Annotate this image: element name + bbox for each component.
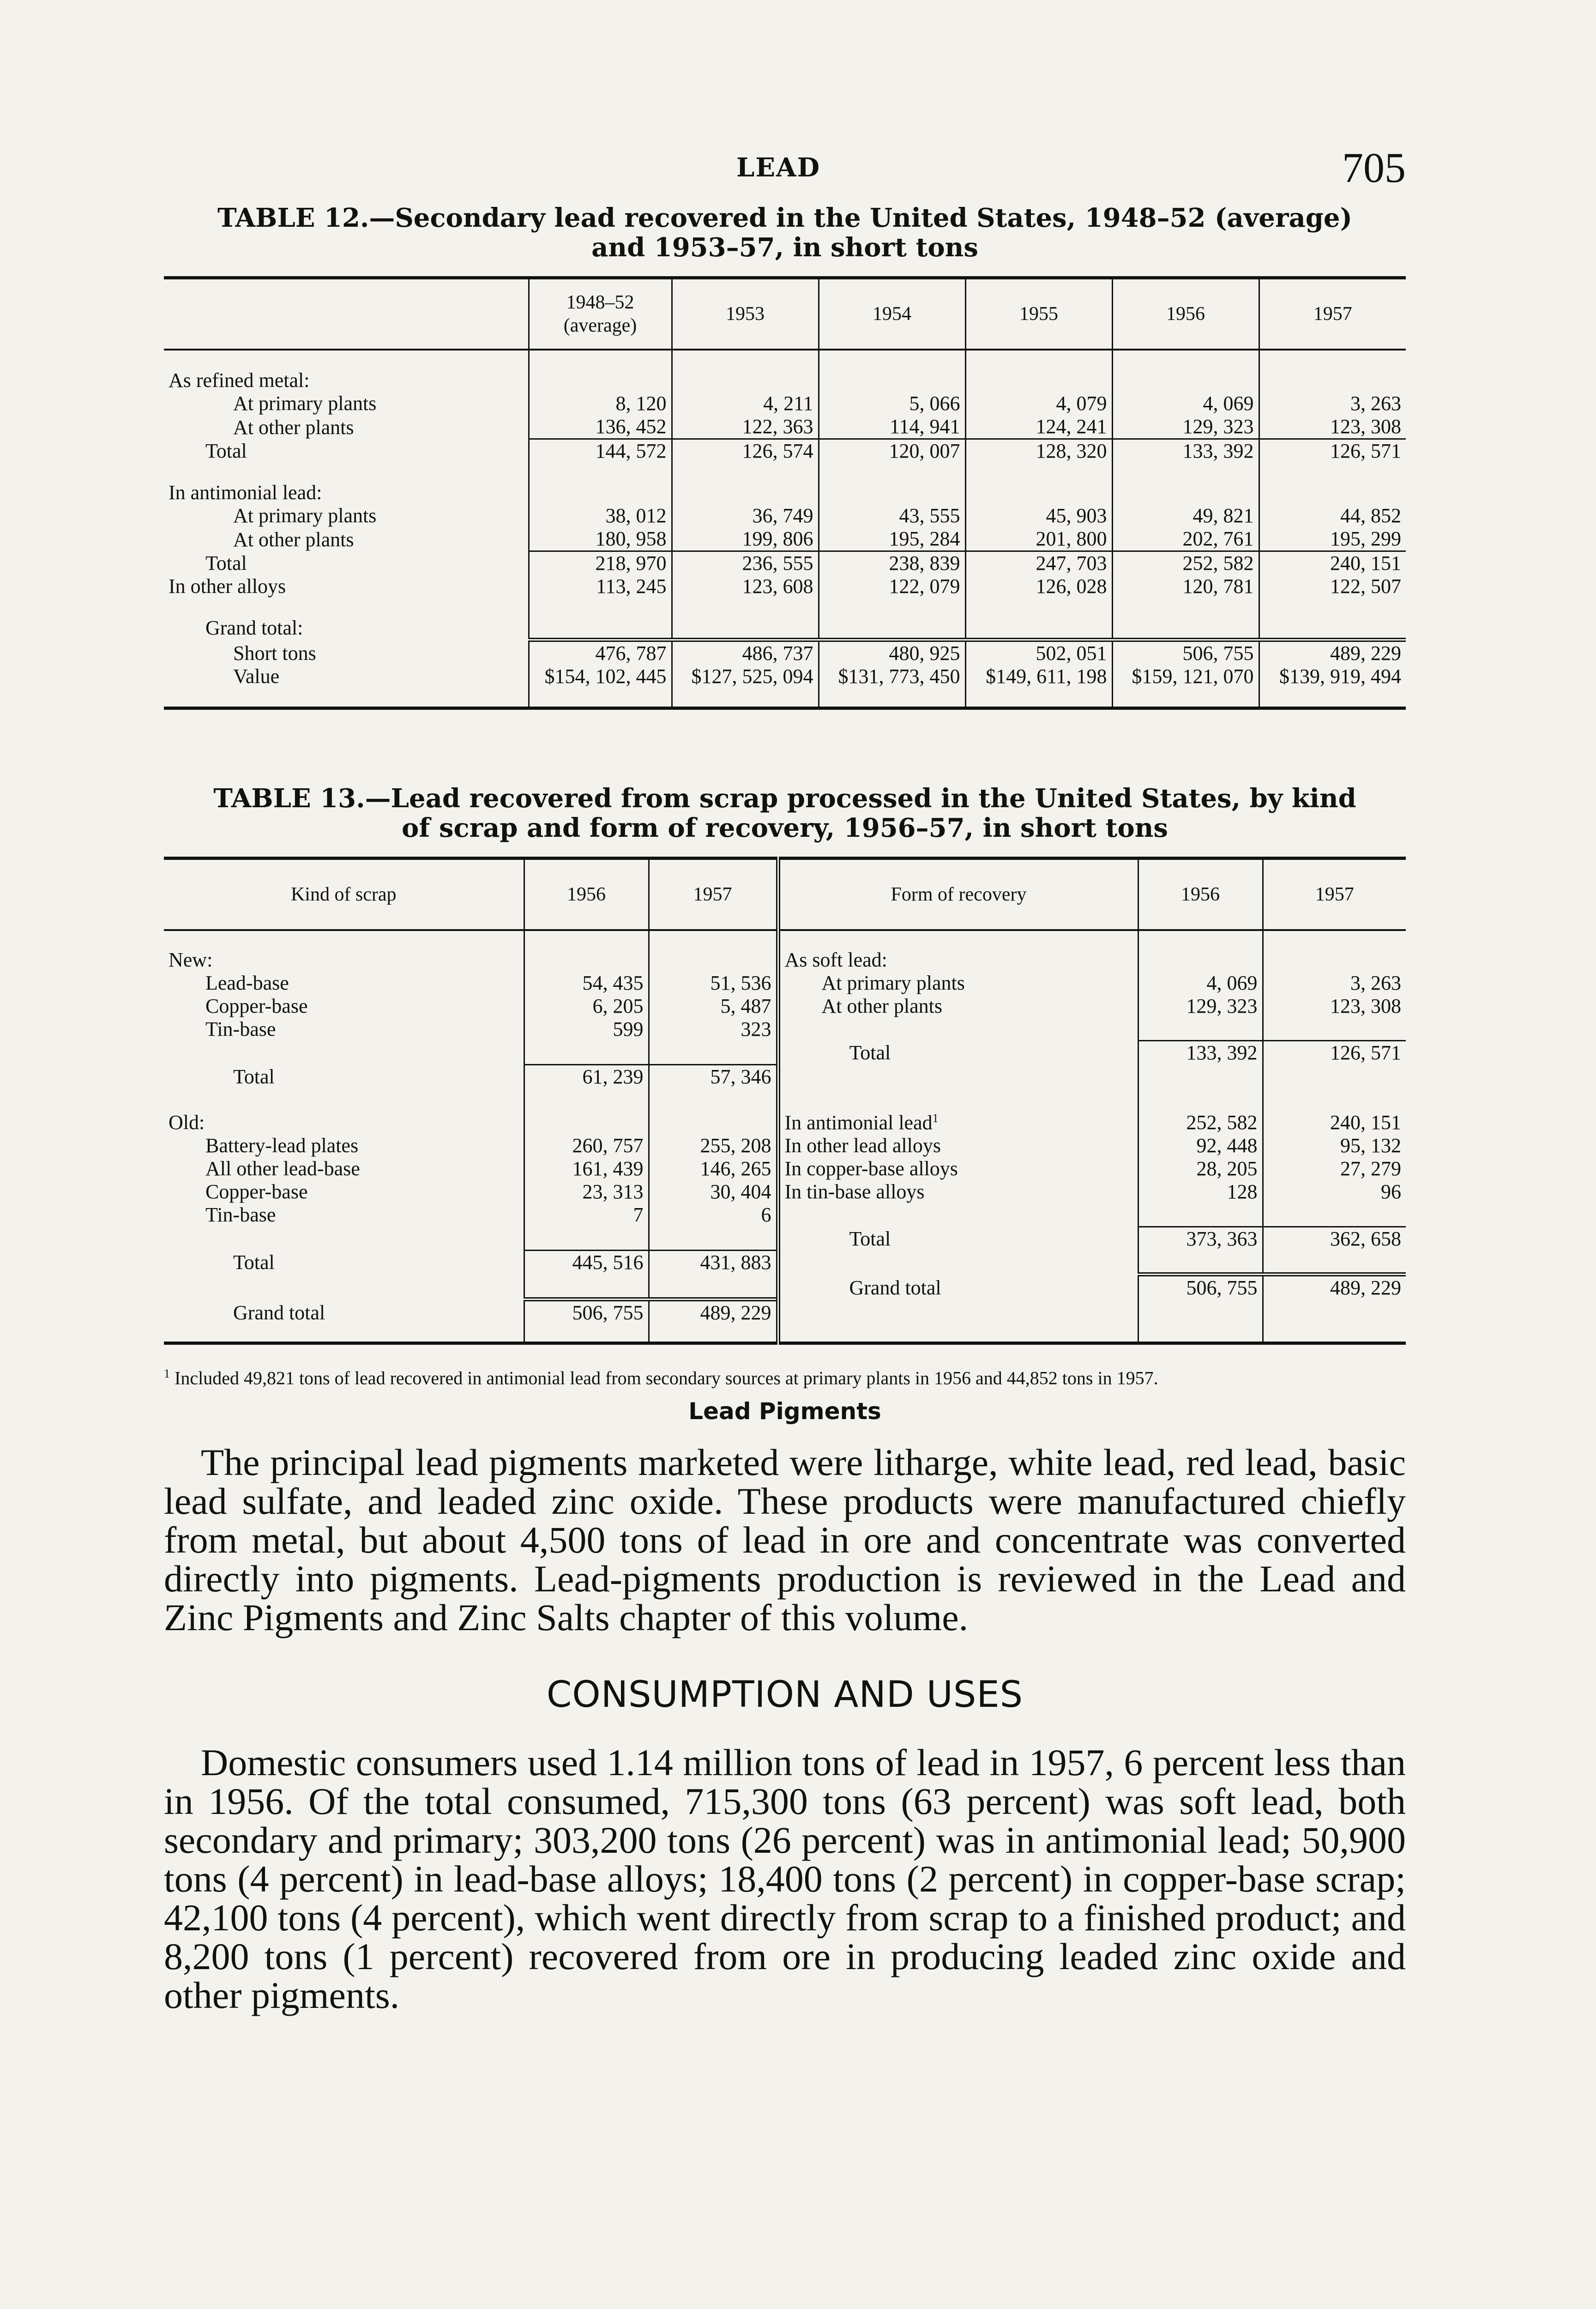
table-13-left-cell (649, 949, 778, 972)
table-12-cell (1259, 617, 1406, 640)
spacer-cell (164, 598, 529, 617)
table-13-row (164, 930, 1406, 949)
table-12-cell: 133, 392 (1112, 439, 1259, 463)
section-heading-lead-pigments: Lead Pigments (688, 1397, 881, 1425)
table-13-right-cell: 3, 263 (1263, 972, 1406, 995)
table-12-cell: 43, 555 (819, 504, 965, 527)
table-13-left-label: New: (169, 948, 213, 971)
running-title: LEAD (736, 152, 821, 183)
table-12-cell: 180, 958 (529, 527, 672, 551)
table-12-col-header: 1955 (965, 278, 1112, 350)
paragraph-consumption: Domestic consumers used 1.14 million tons of lead in 1957, 6 percent less than in 1956. Of the total consumed, 715,300 tons (63 percent) was soft lead, both secondary and primary; 303,200 tons (26 percent) was in antimonial lead; 50,900 tons (4 percent) in lead-base alloys; 18,400 tons (2 percent) in copper-base scrap; 42,100 tons (4 percent), which went directly from scrap to a finished product; and 8,200 tons (1 percent) recovered from ore in producing leaded zinc oxide and other pigments. (164, 1741, 1406, 2016)
table-12-cell (1259, 369, 1406, 392)
table-13-right-empty (1263, 930, 1406, 949)
spacer-cell (1112, 688, 1259, 708)
table-13-right-cell: 126, 571 (1263, 1041, 1406, 1065)
spacer-row (164, 688, 1406, 708)
table-12-caption-line2: and 1953–57, in short tons (591, 232, 978, 263)
table-12-row-label: Grand total: (205, 617, 303, 639)
spacer-cell (529, 598, 672, 617)
table-13-row (164, 995, 1406, 1018)
table-12-cell (529, 617, 672, 640)
table-12-cell: 144, 572 (529, 439, 672, 463)
table-12-cell: 506, 755 (1112, 640, 1259, 665)
table-13-right-label: Total (778, 1227, 1138, 1251)
table-13-left-empty (164, 1227, 524, 1251)
table-13-col-header: 1957 (1263, 858, 1406, 930)
table-13-row (164, 1064, 1406, 1088)
table-13-left-cell: 23, 313 (524, 1180, 649, 1203)
table-12-row-label: In antimonial lead: (169, 481, 322, 504)
table-12-cell: $154, 102, 445 (529, 665, 672, 688)
table-13-right-cell: 28, 205 (1138, 1157, 1263, 1180)
table-13-right-cell: 128 (1138, 1180, 1263, 1203)
spacer-cell (672, 688, 819, 708)
table-12-col-header (529, 278, 672, 350)
table-13-right-empty (1263, 1203, 1406, 1227)
table-12-row-label: Total (205, 552, 247, 574)
spacer-cell (819, 688, 965, 708)
table-12-stub-header (164, 278, 529, 350)
table-12-cell (965, 481, 1112, 504)
table-13-right-cell: 123, 308 (1263, 995, 1406, 1018)
table-13-left-label: Total (233, 1251, 275, 1274)
table-12-cell (529, 481, 672, 504)
table-13-right-label: At primary plants (778, 972, 1138, 995)
spacer-row (164, 463, 1406, 481)
table-13-right-empty (1263, 1300, 1406, 1325)
table-13-left-cell: 30, 404 (649, 1180, 778, 1203)
table-13-right-empty (1138, 1324, 1263, 1343)
header-text: (average) (563, 315, 637, 336)
table-12-row-label: In other alloys (169, 575, 286, 598)
table-13-right-empty (778, 1300, 1138, 1325)
table-12-cell: 120, 781 (1112, 575, 1259, 598)
table-13-right-cell: 4, 069 (1138, 972, 1263, 995)
table-12-cell: 44, 852 (1259, 504, 1406, 527)
table-13-row (164, 1088, 1406, 1107)
table-12-cell: 126, 028 (965, 575, 1112, 598)
table-13-right-empty (778, 1251, 1138, 1275)
table-13-row (164, 1324, 1406, 1343)
spacer-cell (672, 598, 819, 617)
table-12-cell: 199, 806 (672, 527, 819, 551)
table-12 (164, 276, 1406, 710)
table-13-row (164, 949, 1406, 972)
table-12-row-label: At primary plants (233, 392, 377, 415)
table-12-cell (672, 617, 819, 640)
table-12-cell: 252, 582 (1112, 551, 1259, 575)
table-13-right-cell: 252, 582 (1138, 1107, 1263, 1135)
table-13-right-empty (1263, 1324, 1406, 1343)
table-13-left-cell: 61, 239 (524, 1064, 649, 1088)
spacer-row (164, 598, 1406, 617)
table-13-right-empty (778, 930, 1138, 949)
table-13-row (164, 972, 1406, 995)
table-12-caption (164, 203, 1406, 262)
table-12-row (164, 392, 1406, 415)
table-13-right-label: In tin-base alloys (778, 1180, 1138, 1203)
table-13-row (164, 1180, 1406, 1203)
table-12-body (164, 350, 1406, 708)
table-12-cell: 3, 263 (1259, 392, 1406, 415)
table-12-col-header: 1953 (672, 278, 819, 350)
table-12-cell (965, 369, 1112, 392)
table-12-row (164, 575, 1406, 598)
table-13-right-empty (1263, 1018, 1406, 1041)
table-13-left-empty (649, 1227, 778, 1251)
table-13-footnote (164, 1363, 1406, 1389)
table-12-cell: 4, 211 (672, 392, 819, 415)
table-12-cell: 8, 120 (529, 392, 672, 415)
table-13-left-label: Copper-base (205, 1180, 308, 1203)
table-13-left-empty (524, 1274, 649, 1300)
table-12-cell: 114, 941 (819, 415, 965, 439)
table-12-cell: 4, 069 (1112, 392, 1259, 415)
table-13-left-empty (164, 1324, 524, 1343)
table-13-right-empty (1263, 1064, 1406, 1088)
table-13-left-label: Copper-base (205, 994, 308, 1017)
table-13-header-row (164, 858, 1406, 930)
spacer-cell (819, 598, 965, 617)
table-13 (164, 857, 1406, 1345)
table-12-cell: 5, 066 (819, 392, 965, 415)
table-12-cell: 120, 007 (819, 439, 965, 463)
table-13-left-label: Battery-lead plates (205, 1134, 359, 1157)
table-13-left-label: Total (233, 1065, 275, 1088)
spacer-cell (819, 463, 965, 481)
table-12-cell (965, 617, 1112, 640)
table-12-cell: 123, 308 (1259, 415, 1406, 439)
spacer-cell (164, 688, 529, 708)
table-13-right-empty (1138, 1251, 1263, 1275)
major-heading-consumption: CONSUMPTION AND USES (546, 1674, 1024, 1716)
table-13-left-cell: 599 (524, 1018, 649, 1041)
table-12-cell: 123, 608 (672, 575, 819, 598)
table-12-row-label: At primary plants (233, 504, 377, 527)
table-12-row-label: At other plants (233, 416, 354, 439)
table-12-cell: 218, 970 (529, 551, 672, 575)
table-13-left-empty (524, 1041, 649, 1065)
table-12-cell: $149, 611, 198 (965, 665, 1112, 688)
table-13-left-empty (649, 1274, 778, 1300)
table-12-cell: 476, 787 (529, 640, 672, 665)
table-12-cell: 240, 151 (1259, 551, 1406, 575)
table-12-row-label: As refined metal: (169, 369, 310, 392)
table-12-cell (819, 617, 965, 640)
table-13-right-empty (1138, 1018, 1263, 1041)
table-13-left-empty (164, 1088, 524, 1107)
table-13-right-cell: 240, 151 (1263, 1107, 1406, 1135)
table-13-right-cell (1263, 949, 1406, 972)
table-13-left-label: Lead-base (205, 971, 289, 994)
table-12-row (164, 504, 1406, 527)
table-13-left-cell: 5, 487 (649, 995, 778, 1018)
spacer-row (164, 350, 1406, 369)
table-13-right-empty (1138, 930, 1263, 949)
spacer-cell (164, 463, 529, 481)
table-12-cell (819, 481, 965, 504)
table-12-col-header: 1956 (1112, 278, 1259, 350)
table-13-right-label: Grand total (778, 1274, 1138, 1300)
table-12-row-label: Total (205, 440, 247, 462)
table-12-cell: 49, 821 (1112, 504, 1259, 527)
table-12-cell: 38, 012 (529, 504, 672, 527)
table-13-left-empty (164, 1274, 524, 1300)
table-12-cell (1112, 481, 1259, 504)
table-13-col-header: Form of recovery (778, 858, 1138, 930)
table-12-cell: 129, 323 (1112, 415, 1259, 439)
spacer-cell (1259, 688, 1406, 708)
table-13-col-header: Kind of scrap (164, 858, 524, 930)
table-13-right-label: In antimonial lead$^1$ (778, 1107, 1138, 1135)
spacer-cell (1259, 598, 1406, 617)
footnote-text: Included 49,821 tons of lead recovered in antimonial lead from secondary sources at primary plants in 1956 and 44,852 tons in 1957. (175, 1367, 1158, 1388)
table-12-cell (672, 369, 819, 392)
table-13-right-label: As soft lead: (778, 949, 1138, 972)
table-12-row (164, 665, 1406, 688)
table-13-left-cell: 506, 755 (524, 1300, 649, 1325)
table-13-body (164, 930, 1406, 1343)
table-13-col-header: 1956 (524, 858, 649, 930)
table-12-cell: 122, 079 (819, 575, 965, 598)
table-13-right-empty (778, 1203, 1138, 1227)
table-13-right-empty (778, 1018, 1138, 1041)
table-13-left-cell: 146, 265 (649, 1157, 778, 1180)
table-13-left-cell: 54, 435 (524, 972, 649, 995)
table-12-cell: 126, 571 (1259, 439, 1406, 463)
table-13-left-cell (649, 1107, 778, 1135)
table-13-row (164, 1134, 1406, 1157)
table-13-left-cell (524, 949, 649, 972)
table-12-cell: 247, 703 (965, 551, 1112, 575)
table-12-row (164, 439, 1406, 463)
page-number: 705 (1342, 144, 1406, 191)
footnote-ref: 1 (932, 1111, 939, 1125)
table-13-col-header: 1956 (1138, 858, 1263, 930)
table-12-row (164, 617, 1406, 640)
spacer-cell (819, 350, 965, 369)
table-13-left-empty (164, 930, 524, 949)
table-13-right-cell: 27, 279 (1263, 1157, 1406, 1180)
spacer-cell (965, 688, 1112, 708)
table-12-cell: 126, 574 (672, 439, 819, 463)
table-13-left-label: Tin-base (205, 1203, 276, 1227)
table-13-right-cell: 92, 448 (1138, 1134, 1263, 1157)
table-13-left-empty (524, 1324, 649, 1343)
spacer-cell (529, 463, 672, 481)
table-13-left-label: Old: (169, 1111, 205, 1134)
table-12-row (164, 415, 1406, 439)
table-13-row (164, 1251, 1406, 1275)
running-head (164, 139, 1406, 194)
spacer-cell (965, 598, 1112, 617)
table-13-left-label: Grand total (233, 1301, 325, 1324)
table-12-cell: 122, 363 (672, 415, 819, 439)
table-12-cell: 486, 737 (672, 640, 819, 665)
table-12-cell: 45, 903 (965, 504, 1112, 527)
table-13-right-cell: 373, 363 (1138, 1227, 1263, 1251)
table-12-cell: 238, 839 (819, 551, 965, 575)
table-12-cell (819, 369, 965, 392)
table-13-left-cell: 57, 346 (649, 1064, 778, 1088)
table-13-left-cell: 260, 757 (524, 1134, 649, 1157)
spacer-cell (1259, 350, 1406, 369)
table-13-right-empty (778, 1324, 1138, 1343)
table-13-row (164, 1203, 1406, 1227)
table-12-cell (1259, 481, 1406, 504)
spacer-cell (965, 463, 1112, 481)
spacer-cell (164, 350, 529, 369)
table-13-left-cell: 445, 516 (524, 1251, 649, 1275)
table-13-left-empty (649, 1324, 778, 1343)
table-13-right-cell: 95, 132 (1263, 1134, 1406, 1157)
table-12-col-header: 1954 (819, 278, 965, 350)
document-page (164, 139, 1406, 2015)
table-12-cell: 489, 229 (1259, 640, 1406, 665)
table-13-row (164, 1041, 1406, 1065)
table-13-right-cell: 96 (1263, 1180, 1406, 1203)
spacer-cell (672, 463, 819, 481)
table-12-cell: 201, 800 (965, 527, 1112, 551)
table-13-caption (164, 784, 1406, 843)
table-13-right-label: In copper-base alloys (778, 1157, 1138, 1180)
table-12-cell: 202, 761 (1112, 527, 1259, 551)
table-12-cell: $127, 525, 094 (672, 665, 819, 688)
table-13-row (164, 1300, 1406, 1325)
table-13-left-empty (164, 1041, 524, 1065)
table-13-left-empty (524, 1088, 649, 1107)
table-12-cell: 502, 051 (965, 640, 1112, 665)
table-13-row (164, 1157, 1406, 1180)
table-12-cell: 128, 320 (965, 439, 1112, 463)
table-13-left-label: Tin-base (205, 1017, 276, 1040)
table-13-left-cell: 161, 439 (524, 1157, 649, 1180)
paragraph-lead-pigments: The principal lead pigments marketed were litharge, white lead, red lead, basic lead sulfate, and leaded zinc oxide. These products were manufactured chiefly from metal, but about 4,500 tons of lead in ore and concentrate was converted directly into pigments. Lead-pigments production is reviewed in the Lead and Zinc Pigments and Zinc Salts chapter of this volume. (164, 1441, 1406, 1638)
spacer-cell (1112, 463, 1259, 481)
table-13-right-label: In other lead alloys (778, 1134, 1138, 1157)
table-13-right-cell: 489, 229 (1263, 1274, 1406, 1300)
table-12-cell: $131, 773, 450 (819, 665, 965, 688)
table-13-left-cell (524, 1107, 649, 1135)
table-13-right-empty (778, 1064, 1138, 1088)
table-13-right-empty (1138, 1203, 1263, 1227)
spacer-cell (1112, 598, 1259, 617)
table-13-left-empty (524, 1227, 649, 1251)
spacer-cell (529, 350, 672, 369)
table-13-left-cell: 489, 229 (649, 1300, 778, 1325)
table-13-right-cell: 133, 392 (1138, 1041, 1263, 1065)
table-12-cell: 236, 555 (672, 551, 819, 575)
table-12-col-header: 1957 (1259, 278, 1406, 350)
table-13-caption-line1: TABLE 13.—Lead recovered from scrap processed in the United States, by kind (213, 783, 1356, 814)
table-12-cell (1112, 617, 1259, 640)
table-12-row (164, 527, 1406, 551)
table-13-left-cell: 6 (649, 1203, 778, 1227)
table-12-cell: 136, 452 (529, 415, 672, 439)
spacer-cell (1112, 350, 1259, 369)
table-12-row-label: Short tons (233, 641, 316, 665)
table-13-right-empty (1138, 1300, 1263, 1325)
header-text: 1948–52 (566, 292, 634, 313)
table-12-cell: 113, 245 (529, 575, 672, 598)
table-13-left-empty (649, 1041, 778, 1065)
spacer-cell (529, 688, 672, 708)
table-12-cell: 195, 284 (819, 527, 965, 551)
table-13-right-empty (1263, 1251, 1406, 1275)
table-13-left-empty (524, 930, 649, 949)
table-12-row (164, 481, 1406, 504)
table-13-right-cell: 129, 323 (1138, 995, 1263, 1018)
table-12-row (164, 640, 1406, 665)
table-12-cell: 195, 299 (1259, 527, 1406, 551)
table-13-right-empty (1138, 1064, 1263, 1088)
table-13-left-cell: 431, 883 (649, 1251, 778, 1275)
table-13-col-header: 1957 (649, 858, 778, 930)
table-13-row (164, 1107, 1406, 1135)
footnote-marker: 1 (164, 1366, 170, 1380)
table-12-cell: 122, 507 (1259, 575, 1406, 598)
table-13-left-cell: 51, 536 (649, 972, 778, 995)
spacer-cell (965, 350, 1112, 369)
table-12-cell (672, 481, 819, 504)
table-12-row-label: At other plants (233, 528, 354, 551)
table-13-row (164, 1018, 1406, 1041)
table-12-cell (529, 369, 672, 392)
table-13-left-empty (649, 1088, 778, 1107)
table-13-right-empty (1138, 1088, 1263, 1107)
table-13-caption-line2: of scrap and form of recovery, 1956–57, in short tons (402, 812, 1168, 843)
table-12-cell: 124, 241 (965, 415, 1112, 439)
table-13-right-empty (1263, 1088, 1406, 1107)
table-13-left-cell: 6, 205 (524, 995, 649, 1018)
table-12-row (164, 551, 1406, 575)
table-13-right-cell: 362, 658 (1263, 1227, 1406, 1251)
table-13-left-cell: 323 (649, 1018, 778, 1041)
table-12-cell: 4, 079 (965, 392, 1112, 415)
table-12-cell: 480, 925 (819, 640, 965, 665)
table-12-row (164, 369, 1406, 392)
table-12-cell: $139, 919, 494 (1259, 665, 1406, 688)
table-13-row (164, 1274, 1406, 1300)
table-12-cell (1112, 369, 1259, 392)
table-13-right-empty (778, 1088, 1138, 1107)
table-13-right-cell: 506, 755 (1138, 1274, 1263, 1300)
table-13-right-label: At other plants (778, 995, 1138, 1018)
spacer-cell (1259, 463, 1406, 481)
table-12-header-row (164, 278, 1406, 350)
table-12-cell: $159, 121, 070 (1112, 665, 1259, 688)
table-12-cell: 36, 749 (672, 504, 819, 527)
spacer-cell (672, 350, 819, 369)
table-12-caption-line1: TABLE 12.—Secondary lead recovered in the United States, 1948–52 (average) (217, 203, 1353, 233)
table-13-left-cell: 7 (524, 1203, 649, 1227)
table-12-row-label: Value (233, 665, 280, 688)
table-13-row (164, 1227, 1406, 1251)
table-13-right-cell (1138, 949, 1263, 972)
table-13-left-label: All other lead-base (205, 1157, 360, 1180)
table-13-left-empty (649, 930, 778, 949)
table-13-right-label: Total (778, 1041, 1138, 1065)
table-13-left-cell: 255, 208 (649, 1134, 778, 1157)
